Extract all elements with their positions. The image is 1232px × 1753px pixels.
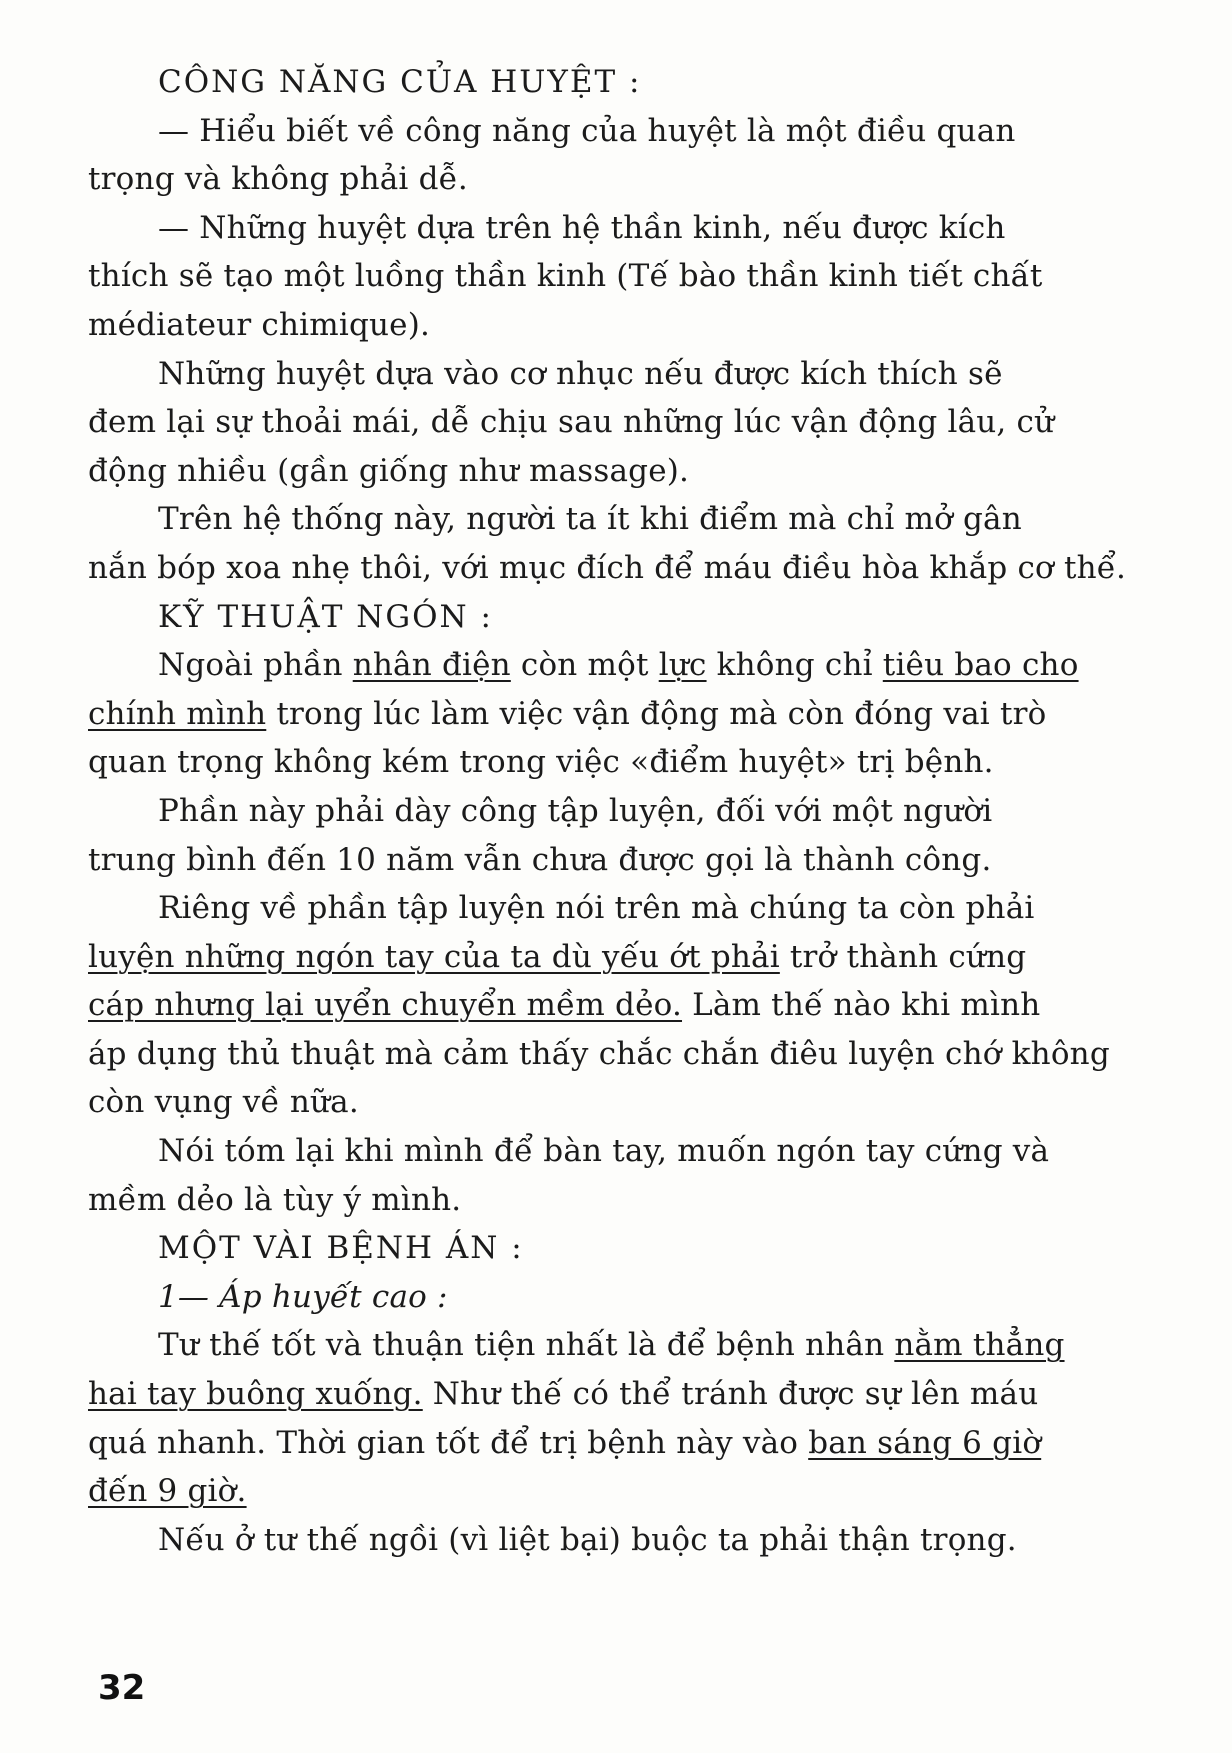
paragraph-line: médiateur chimique). [88,306,431,343]
paragraph-line [88,933,1148,982]
paragraph-line [88,1321,1148,1370]
section-heading-cong-nang: CÔNG NĂNG CỦA HUYỆT : [158,64,642,100]
text-run: Tư thế tốt và thuận tiện nhất là để bệnh nhân [158,1327,895,1364]
underlined-text: tiêu bao cho [882,647,1079,684]
paragraph-line [88,107,1148,156]
paragraph-line: quan trọng không kém trong việc «điểm huyệt» trị bệnh. [88,744,994,781]
paragraph-line [88,1419,1148,1468]
underlined-text: chính mình [88,695,267,732]
text-run: — Hiểu biết về công năng của huyệt là một điều quan [158,112,1016,149]
paragraph-line: đem lại sự thoải mái, dễ chịu sau những lúc vận động lâu, cử [88,404,1055,441]
text-run: còn một [510,647,659,684]
section-heading-mot-vai-benh-an: MỘT VÀI BỆNH ÁN : [158,1230,524,1267]
paragraph-line: thích sẽ tạo một luồng thần kinh (Tế bào thần kinh tiết chất [88,258,1043,295]
paragraph-line [88,1467,1148,1516]
text-run: Như thế có thể tránh được sự lên máu [422,1376,1039,1413]
subsection-heading-ap-huyet-cao: 1— Áp huyết cao : [158,1278,448,1315]
paragraph-line: Nếu ở tư thế ngồi (vì liệt bại) buộc ta phải thận trọng. [158,1521,1017,1558]
paragraph-line [88,981,1148,1030]
text-run: Ngoài phần [158,647,353,684]
text-run: trong lúc làm việc vận động mà còn đóng vai trò [266,695,1047,732]
paragraph-line: Trên hệ thống này, người ta ít khi điểm mà chỉ mở gân [158,501,1022,538]
underlined-text: ban sáng 6 giờ [808,1424,1042,1461]
text-run: không chỉ [706,647,883,684]
paragraph-line: động nhiều (gần giống như massage). [88,452,690,489]
page-number: 32 [98,1668,146,1708]
text-run: trở thành cứng [779,938,1027,975]
text-run: quá nhanh. Thời gian tốt để trị bệnh này vào [88,1424,809,1461]
underlined-text: nhân điện [352,647,511,684]
paragraph-line: mềm dẻo là tùy ý mình. [88,1181,462,1218]
underlined-text: lực [658,647,707,684]
underlined-text: hai tay buông xuống. [88,1376,423,1413]
paragraph-line: áp dụng thủ thuật mà cảm thấy chắc chắn điêu luyện chớ không [88,1035,1110,1072]
paragraph-line: trọng và không phải dễ. [88,161,468,198]
paragraph-line: nắn bóp xoa nhẹ thôi, với mục đích để máu điều hòa khắp cơ thể. [88,549,1127,586]
underlined-text: cáp nhưng lại uyển chuyển mềm dẻo. [88,987,683,1024]
paragraph-line [88,641,1148,690]
paragraph-line: Nói tóm lại khi mình để bàn tay, muốn ngón tay cứng và [158,1133,1050,1170]
underlined-text: đến 9 giờ. [88,1473,247,1510]
paragraph-line [88,1370,1148,1419]
paragraph-line: Riêng về phần tập luyện nói trên mà chúng ta còn phải [158,890,1035,927]
paragraph-line: — Những huyệt dựa trên hệ thần kinh, nếu được kích [158,209,1006,246]
paragraph-line: trung bình đến 10 năm vẫn chưa được gọi là thành công. [88,841,992,878]
section-heading-ky-thuat-ngon: KỸ THUẬT NGÓN : [158,598,493,635]
underlined-text: luyện những ngón tay của ta dù yếu ớt phải [88,938,780,975]
paragraph-line: Phần này phải dày công tập luyện, đối với một người [158,792,993,829]
paragraph-line [88,690,1148,739]
paragraph-line: Những huyệt dựa vào cơ nhục nếu được kích thích sẽ [158,355,1003,392]
text-run: Làm thế nào khi mình [682,987,1041,1024]
paragraph-line: còn vụng về nữa. [88,1084,359,1121]
underlined-text: nằm thẳng [894,1327,1065,1364]
page-body [88,58,1148,1564]
